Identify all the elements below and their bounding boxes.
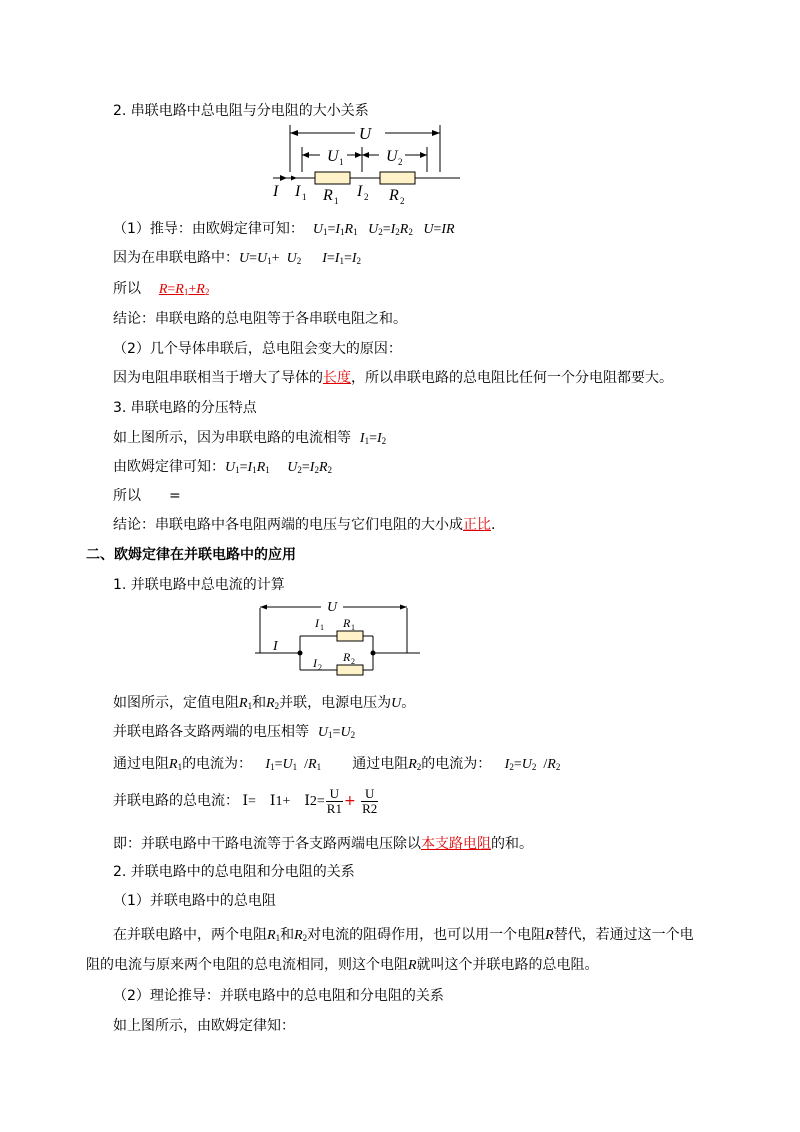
label-r2-parallel: R bbox=[343, 650, 351, 664]
conclusion-voltage-division: 结论：串联电路中各电阻两端的电压与它们电阻的大小成正比. bbox=[113, 517, 496, 533]
branch-current-line: 通过电阻$R_1$的电流为： $I_1=U_1$ $/R_1$ 通过电阻$R_2$的电流为： $I_2=U_2$ $/R_2$ bbox=[113, 756, 561, 772]
total-current-conclusion: 即：并联电路中干路电流等于各支路两端电压除以本支路电阻的和。 bbox=[113, 836, 533, 852]
label-u2: U bbox=[386, 148, 398, 165]
section-heading-parallel: 二、欧姆定律在并联电路中的应用 bbox=[86, 547, 296, 563]
series-circuit-diagram bbox=[265, 120, 465, 210]
parallel-circuit-diagram bbox=[255, 598, 425, 678]
label-u: U bbox=[358, 124, 372, 143]
label-r2-sub: 2 bbox=[400, 196, 405, 206]
total-current-line: 并联电路的总电流： Ⅰ= Ⅰ1+ Ⅰ2= $\frac{U}{R1}$ + $\frac{U}{R2}$ bbox=[113, 785, 378, 816]
keyword-proportional: 正比 bbox=[463, 517, 491, 533]
series-result-line: 所以 $R=R_1+R_2$ bbox=[113, 281, 210, 297]
label-u2-sub: 2 bbox=[398, 157, 403, 167]
label-i2-sub-parallel: 2 bbox=[318, 663, 322, 672]
section-title-parallel-resistance: 2. 并联电路中的总电阻和分电阻的关系 bbox=[113, 864, 355, 880]
ratio-line: 所以 = bbox=[113, 488, 181, 504]
label-u1: U bbox=[327, 148, 339, 165]
label-r2-sub-parallel: 2 bbox=[351, 657, 355, 666]
section-title-total-current: 1. 并联电路中总电流的计算 bbox=[113, 577, 285, 593]
parallel-setup-line: 如图所示，定值电阻$R_1$和$R_2$并联，电源电压为U。 bbox=[113, 695, 416, 711]
derivation-line: （1）推导：由欧姆定律可知： $U_1=I_1R_1$ $U_2=I_2R_2$ U=IR bbox=[113, 221, 455, 237]
series-condition-line: 因为在串联电路中：$U=U_1+ U_2$ $I=I_1=I_2$ bbox=[113, 250, 362, 266]
label-u-parallel: U bbox=[327, 600, 338, 615]
section-title-series-resistance: 2. 串联电路中总电阻与分电阻的大小关系 bbox=[113, 103, 369, 119]
resistor-r1 bbox=[315, 172, 350, 184]
label-i: I bbox=[273, 183, 279, 200]
label-r1-sub: 1 bbox=[334, 196, 339, 206]
label-i2: I bbox=[357, 183, 363, 200]
label-u1-sub: 1 bbox=[339, 157, 344, 167]
label-r1-parallel: R bbox=[343, 616, 351, 630]
label-i2-parallel: I bbox=[313, 656, 317, 670]
equal-current-line: 如上图所示，因为串联电路的电流相等 $I_1=I_2$ bbox=[113, 430, 387, 446]
label-i2-sub: 2 bbox=[364, 192, 369, 202]
reason-text: 因为电阻串联相当于增大了导体的长度，所以串联电路的总电阻比任何一个分电阻都要大。 bbox=[113, 370, 673, 386]
label-i-parallel: I bbox=[273, 639, 278, 654]
equal-voltage-line: 并联电路各支路两端的电压相等 $U_1=U_2$ bbox=[113, 724, 356, 740]
ohm-law-line: 由欧姆定律可知：$U_1=I_1R_1$ $U_2=I_2R_2$ bbox=[113, 459, 333, 475]
keyword-branch-resistance: 本支路电阻 bbox=[421, 836, 491, 852]
label-i1-parallel: I bbox=[315, 616, 319, 630]
label-i1-sub: 1 bbox=[302, 192, 307, 202]
conclusion-series-resistance: 结论：串联电路的总电阻等于各串联电阻之和。 bbox=[113, 311, 407, 327]
subheading-total-resistance: （1）并联电路中的总电阻 bbox=[113, 893, 276, 909]
label-i1-sub-parallel: 1 bbox=[320, 623, 324, 632]
reason-heading: （2）几个导体串联后，总电阻会变大的原因： bbox=[113, 341, 402, 357]
derivation-heading-parallel: （2）理论推导：并联电路中的总电阻和分电阻的关系 bbox=[113, 988, 444, 1004]
label-r1: R bbox=[323, 187, 333, 204]
resistor-r2-parallel bbox=[337, 665, 363, 675]
label-i1: I bbox=[295, 183, 301, 200]
definition-line-2: 阻的电流与原来两个电阻的总电流相同，则这个电阻R就叫这个并联电路的总电阻。 bbox=[86, 957, 599, 973]
section-title-voltage-division: 3. 串联电路的分压特点 bbox=[113, 400, 257, 416]
definition-line-1: 在并联电路中，两个电阻$R_1$和$R_2$对电流的阻碍作用，也可以用一个电阻R替代，若通过这一个电 bbox=[113, 927, 694, 943]
label-r1-sub-parallel: 1 bbox=[351, 623, 355, 632]
resistor-r2 bbox=[380, 172, 415, 184]
label-r2: R bbox=[389, 187, 399, 204]
keyword-length: 长度 bbox=[323, 370, 351, 386]
derivation-start-line: 如上图所示，由欧姆定律知： bbox=[113, 1018, 295, 1034]
resistor-r1-parallel bbox=[337, 631, 363, 641]
